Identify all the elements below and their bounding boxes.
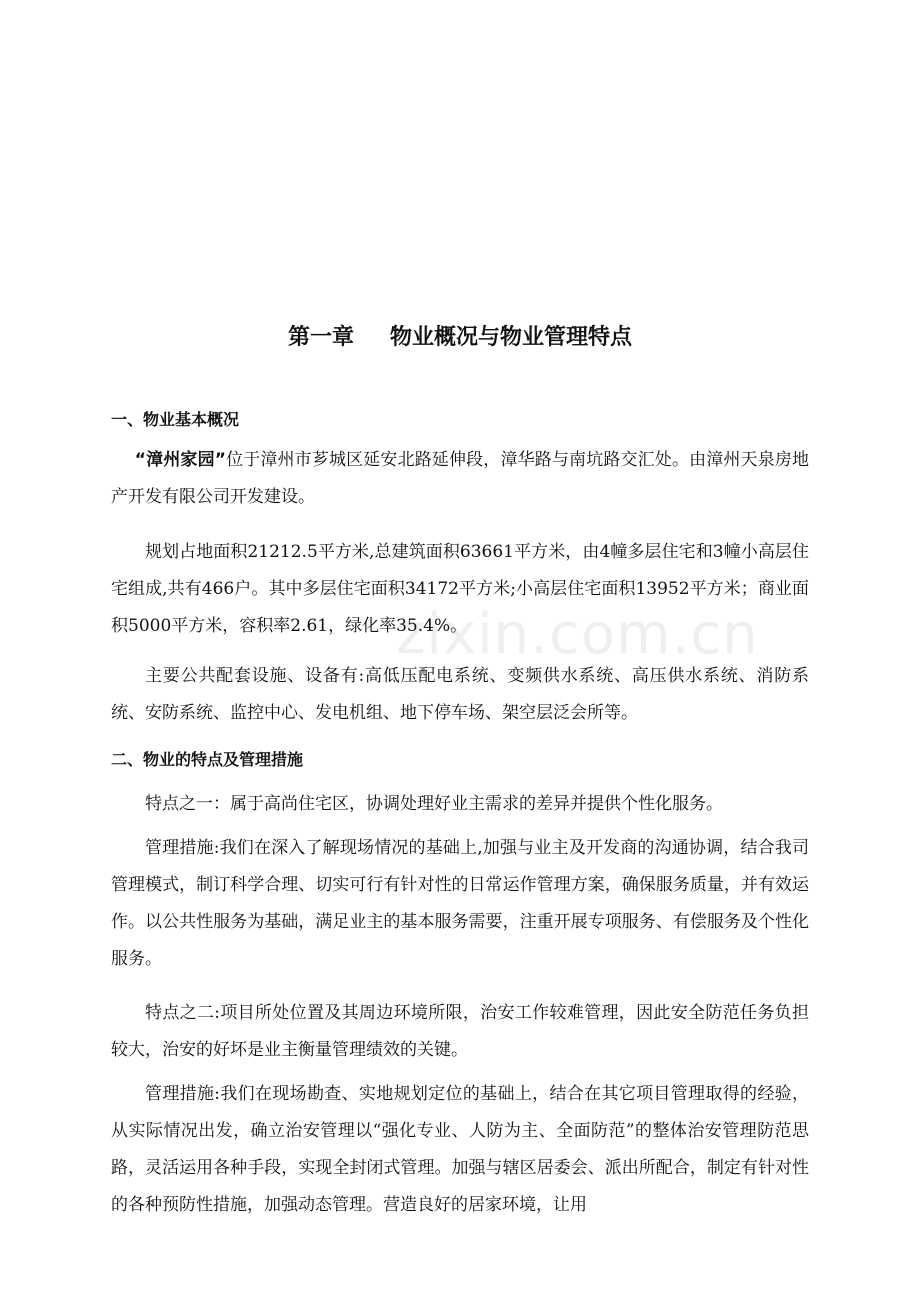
property-location-text: 位于漳州市芗城区延安北路延伸段，漳华路与南坑路交汇处。由漳州天泉房地产开发有限公司开发建设。 [111, 450, 810, 507]
section-heading-features-measures: 二、物业的特点及管理措施 [111, 750, 304, 769]
section-heading-basic-overview: 一、物业基本概况 [111, 410, 240, 429]
paragraph-feature-two: 特点之二:项目所处位置及其周边环境所限，治安工作较难管理，因此安全防范任务负担较大，治安的好坏是业主衡量管理绩效的关键。 [111, 1003, 809, 1060]
property-name: 漳州家园 [145, 450, 215, 470]
quote-open: “ [134, 450, 146, 470]
watermark: zixin.com.cn [396, 602, 759, 667]
chapter-number: 第一章 [287, 325, 354, 350]
quote-close: ” [214, 450, 226, 470]
paragraph-feature-one: 特点之一：属于高尚住宅区，协调处理好业主需求的差异并提供个性化服务。 [145, 794, 723, 814]
paragraph-measures-one: 管理措施:我们在深入了解现场情况的基础上,加强与业主及开发商的沟通协调，结合我司管理模式，制订科学合理、切实可行有针对性的日常运作管理方案，确保服务质量，并有效运作。以公共性服务为基础，满足业主的基本服务需要，注重开展专项服务、有偿服务及个性化服务。 [111, 838, 809, 969]
paragraph-property-location [111, 442, 809, 516]
paragraph-facilities: 主要公共配套设施、设备有:高低压配电系统、变频供水系统、高压供水系统、消防系统、安防系统、监控中心、发电机组、地下停车场、架空层泛会所等。 [111, 666, 809, 723]
chapter-title [0, 322, 920, 354]
paragraph-measures-two: 管理措施:我们在现场勘查、实地规划定位的基础上，结合在其它项目管理取得的经验，从实际情况出发，确立治安管理以“强化专业、人防为主、全面防范”的整体治安管理防范思路，灵活运用各种手段，实现全封闭式管理。加强与辖区居委会、派出所配合，制定有针对性的各种预防性措施，加强动态管理。营造良好的居家环境，让用 [111, 1084, 809, 1215]
paragraph-planning-area: 规划占地面积21212.5平方米,总建筑面积63661平方米，由4幢多层住宅和3幢小高层住宅组成,共有466户。其中多层住宅面积34172平方米;小高层住宅面积13952平方米；商业面积5000平方米，容积率2.61，绿化率35.4%。 [111, 542, 809, 636]
chapter-name: 物业概况与物业管理特点 [390, 325, 633, 350]
